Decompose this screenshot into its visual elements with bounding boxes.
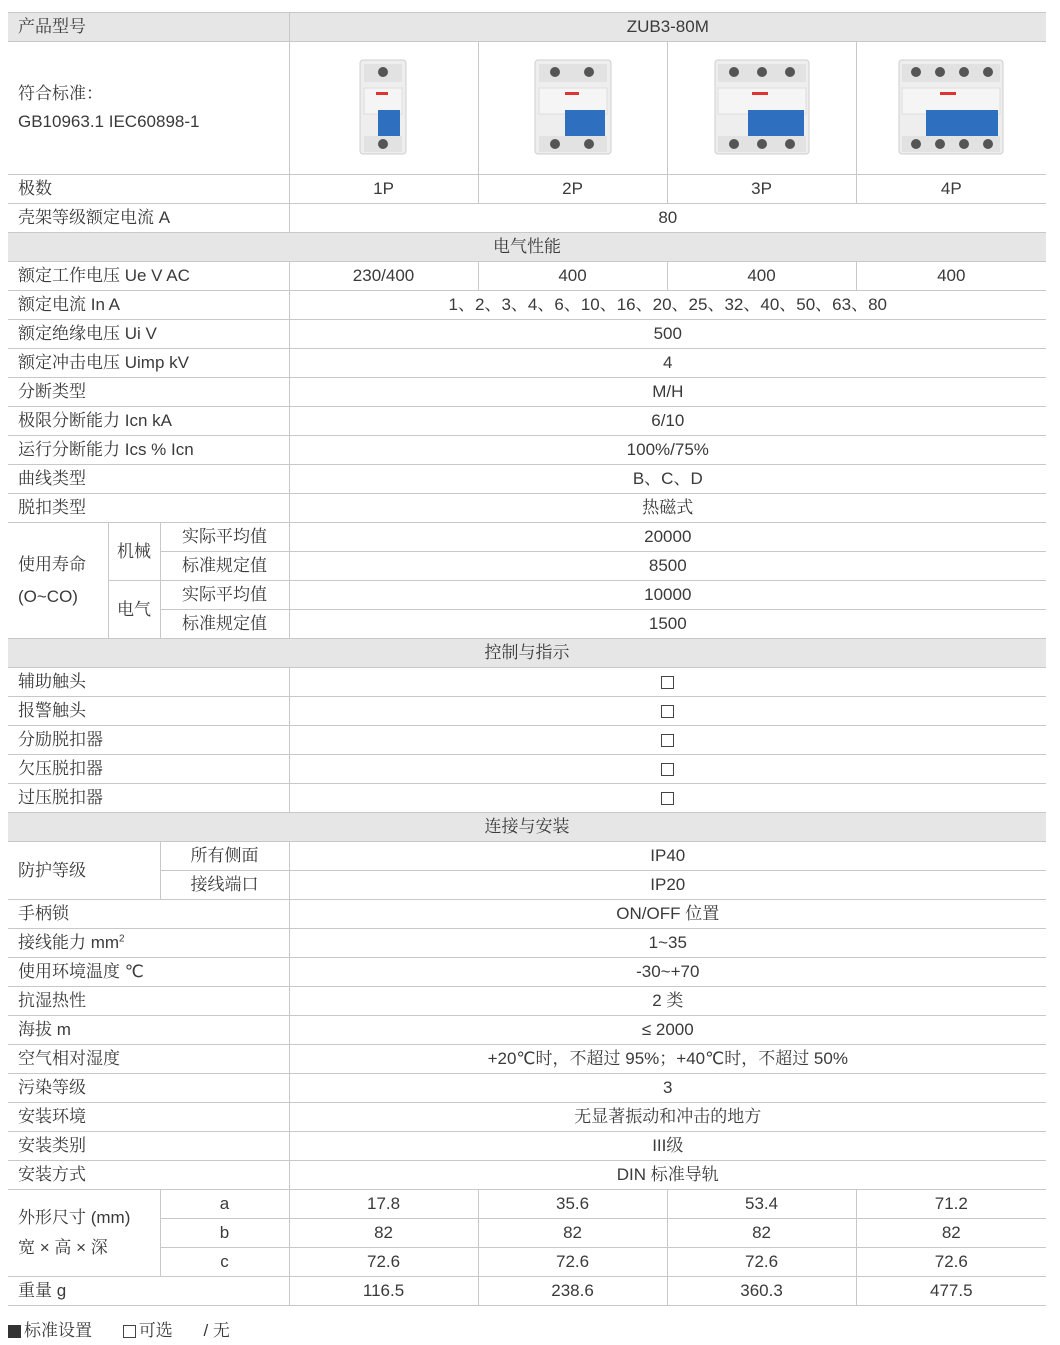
spec-label: 抗湿热性 — [8, 987, 289, 1016]
breaker-3p-image — [712, 58, 812, 158]
spec-label: 使用环境温度 ℃ — [8, 958, 289, 987]
control-row — [8, 784, 1046, 813]
spec-row — [8, 929, 1046, 958]
optional-checkbox-icon — [661, 734, 674, 747]
spec-value: 1、2、3、4、6、10、16、20、25、32、40、50、63、80 — [289, 291, 1046, 320]
dimension-key: b — [160, 1219, 289, 1248]
frame-current-row — [8, 204, 1046, 233]
spec-label: 曲线类型 — [8, 465, 289, 494]
section-electrical-title: 电气性能 — [8, 233, 1046, 262]
legend-none: / 无 — [203, 1321, 230, 1340]
optional-checkbox-icon — [661, 763, 674, 776]
standard-cell — [8, 42, 289, 175]
spec-label: 海拔 m — [8, 1016, 289, 1045]
dimension-label: 外形尺寸 (mm) — [18, 1208, 131, 1227]
weight-label: 重量 g — [8, 1277, 289, 1306]
life-label-cell — [8, 523, 108, 639]
legend-optional — [123, 1321, 173, 1340]
protection-term-label: 接线端口 — [160, 871, 289, 900]
spec-row — [8, 1074, 1046, 1103]
life-electrical-label: 电气 — [108, 581, 160, 639]
spec-label: 安装环境 — [8, 1103, 289, 1132]
spec-row — [8, 436, 1046, 465]
control-label: 辅助触头 — [8, 668, 289, 697]
spec-label: 安装方式 — [8, 1161, 289, 1190]
dimension-row — [8, 1190, 1046, 1219]
poles-value: 3P — [667, 175, 856, 204]
dimension-value: 82 — [289, 1219, 478, 1248]
spec-value: 6/10 — [289, 407, 1046, 436]
legend-standard — [8, 1321, 92, 1340]
dimension-key: a — [160, 1190, 289, 1219]
optional-cell — [289, 784, 1046, 813]
breaker-4p-image — [896, 58, 1006, 158]
standard-label: 符合标准： — [18, 84, 103, 103]
breaker-2p-cell — [478, 42, 667, 175]
spec-value: DIN 标准导轨 — [289, 1161, 1046, 1190]
spec-label: 额定冲击电压 Uimp kV — [8, 349, 289, 378]
life-value: 1500 — [289, 610, 1046, 639]
spec-value: B、C、D — [289, 465, 1046, 494]
life-label-sub: (O~CO) — [18, 586, 78, 606]
rated-voltage-value: 400 — [856, 262, 1046, 291]
optional-cell — [289, 668, 1046, 697]
control-row — [8, 755, 1046, 784]
wiring-value: 1~35 — [289, 929, 1046, 958]
spec-row — [8, 958, 1046, 987]
life-row — [8, 523, 1046, 552]
spec-row — [8, 1045, 1046, 1074]
legend-standard-label: 标准设置 — [24, 1321, 92, 1340]
rated-voltage-value: 230/400 — [289, 262, 478, 291]
spec-label: 分断类型 — [8, 378, 289, 407]
section-control-title: 控制与指示 — [8, 639, 1046, 668]
poles-label: 极数 — [8, 175, 289, 204]
weight-value: 238.6 — [478, 1277, 667, 1306]
poles-value: 1P — [289, 175, 478, 204]
spec-label: 污染等级 — [8, 1074, 289, 1103]
spec-value: 2 类 — [289, 987, 1046, 1016]
life-row — [8, 610, 1046, 639]
dimension-label-cell — [8, 1190, 160, 1277]
rated-voltage-row — [8, 262, 1046, 291]
spec-label: 运行分断能力 Ics % Icn — [8, 436, 289, 465]
dimension-value: 72.6 — [289, 1248, 478, 1277]
frame-current-label: 壳架等级额定电流 A — [8, 204, 289, 233]
spec-label: 安装类别 — [8, 1132, 289, 1161]
spec-row — [8, 900, 1046, 929]
filled-square-icon — [8, 1325, 21, 1338]
control-label: 过压脱扣器 — [8, 784, 289, 813]
control-row — [8, 668, 1046, 697]
legend-optional-label: 可选 — [138, 1321, 173, 1340]
spec-label: 极限分断能力 Icn kA — [8, 407, 289, 436]
life-value: 20000 — [289, 523, 1046, 552]
weight-value: 477.5 — [856, 1277, 1046, 1306]
optional-cell — [289, 697, 1046, 726]
empty-square-icon — [123, 1325, 136, 1338]
dimension-value: 71.2 — [856, 1190, 1046, 1219]
spec-row — [8, 320, 1046, 349]
section-connection — [8, 813, 1046, 842]
control-label: 分励脱扣器 — [8, 726, 289, 755]
spec-value: 500 — [289, 320, 1046, 349]
life-row — [8, 581, 1046, 610]
life-row — [8, 552, 1046, 581]
life-standard-label: 标准规定值 — [160, 552, 289, 581]
spec-row — [8, 378, 1046, 407]
breaker-4p-cell — [856, 42, 1046, 175]
breaker-1p-image — [356, 58, 412, 158]
spec-value: M/H — [289, 378, 1046, 407]
spec-row — [8, 465, 1046, 494]
life-actual-label: 实际平均值 — [160, 523, 289, 552]
control-label: 欠压脱扣器 — [8, 755, 289, 784]
spec-value: 热磁式 — [289, 494, 1046, 523]
dimension-value: 82 — [478, 1219, 667, 1248]
section-control — [8, 639, 1046, 668]
optional-cell — [289, 755, 1046, 784]
spec-label: 脱扣类型 — [8, 494, 289, 523]
spec-value: 无显著振动和冲击的地方 — [289, 1103, 1046, 1132]
wiring-label-sup: 2 — [119, 933, 125, 945]
protection-label: 防护等级 — [8, 842, 160, 900]
dimension-row — [8, 1219, 1046, 1248]
image-row — [8, 42, 1046, 175]
rated-voltage-value: 400 — [478, 262, 667, 291]
spec-value: 3 — [289, 1074, 1046, 1103]
life-value: 10000 — [289, 581, 1046, 610]
frame-current-value: 80 — [289, 204, 1046, 233]
section-connection-title: 连接与安装 — [8, 813, 1046, 842]
dimension-label-sub: 宽 × 高 × 深 — [18, 1238, 108, 1257]
dimension-value: 82 — [667, 1219, 856, 1248]
dimension-value: 72.6 — [856, 1248, 1046, 1277]
spec-row — [8, 291, 1046, 320]
spec-row — [8, 1161, 1046, 1190]
wiring-label: 接线能力 mm — [18, 933, 120, 952]
protection-side-value: IP40 — [289, 842, 1046, 871]
life-actual-label: 实际平均值 — [160, 581, 289, 610]
handle-lock-label: 手柄锁 — [8, 900, 289, 929]
optional-cell — [289, 726, 1046, 755]
optional-checkbox-icon — [661, 792, 674, 805]
spec-row — [8, 1016, 1046, 1045]
dimension-value: 53.4 — [667, 1190, 856, 1219]
dimension-value: 72.6 — [667, 1248, 856, 1277]
dimension-value: 35.6 — [478, 1190, 667, 1219]
weight-row — [8, 1277, 1046, 1306]
spec-row — [8, 1132, 1046, 1161]
rated-voltage-value: 400 — [667, 262, 856, 291]
rated-voltage-label: 额定工作电压 Ue V AC — [8, 262, 289, 291]
control-label: 报警触头 — [8, 697, 289, 726]
spec-label: 额定电流 In A — [8, 291, 289, 320]
dimension-row — [8, 1248, 1046, 1277]
protection-row — [8, 871, 1046, 900]
spec-value: -30~+70 — [289, 958, 1046, 987]
dimension-value: 17.8 — [289, 1190, 478, 1219]
protection-term-value: IP20 — [289, 871, 1046, 900]
model-value: ZUB3-80M — [289, 13, 1046, 42]
life-value: 8500 — [289, 552, 1046, 581]
life-label: 使用寿命 — [18, 554, 86, 574]
optional-checkbox-icon — [661, 705, 674, 718]
dimension-value: 82 — [856, 1219, 1046, 1248]
optional-checkbox-icon — [661, 676, 674, 689]
weight-value: 116.5 — [289, 1277, 478, 1306]
spec-value: 100%/75% — [289, 436, 1046, 465]
breaker-2p-image — [531, 58, 615, 158]
spec-value: 4 — [289, 349, 1046, 378]
control-row — [8, 697, 1046, 726]
poles-value: 2P — [478, 175, 667, 204]
model-label: 产品型号 — [8, 13, 289, 42]
model-row — [8, 13, 1046, 42]
spec-value: III级 — [289, 1132, 1046, 1161]
control-row — [8, 726, 1046, 755]
spec-label: 额定绝缘电压 Ui V — [8, 320, 289, 349]
breaker-3p-cell — [667, 42, 856, 175]
wiring-label-cell — [8, 929, 289, 958]
spec-value: +20℃时，不超过 95%；+40℃时，不超过 50% — [289, 1045, 1046, 1074]
handle-lock-value: ON/OFF 位置 — [289, 900, 1046, 929]
standard-value: GB10963.1 IEC60898-1 — [18, 112, 200, 131]
spec-row — [8, 349, 1046, 378]
life-mechanical-label: 机械 — [108, 523, 160, 581]
dimension-value: 72.6 — [478, 1248, 667, 1277]
spec-row — [8, 494, 1046, 523]
section-electrical — [8, 233, 1046, 262]
weight-value: 360.3 — [667, 1277, 856, 1306]
life-standard-label: 标准规定值 — [160, 610, 289, 639]
dimension-key: c — [160, 1248, 289, 1277]
poles-row — [8, 175, 1046, 204]
spec-label: 空气相对湿度 — [8, 1045, 289, 1074]
legend — [8, 1316, 256, 1341]
protection-row — [8, 842, 1046, 871]
spec-value: ≤ 2000 — [289, 1016, 1046, 1045]
spec-table — [8, 12, 1046, 1306]
spec-row — [8, 1103, 1046, 1132]
spec-row — [8, 407, 1046, 436]
poles-value: 4P — [856, 175, 1046, 204]
protection-side-label: 所有侧面 — [160, 842, 289, 871]
breaker-1p-cell — [289, 42, 478, 175]
spec-row — [8, 987, 1046, 1016]
